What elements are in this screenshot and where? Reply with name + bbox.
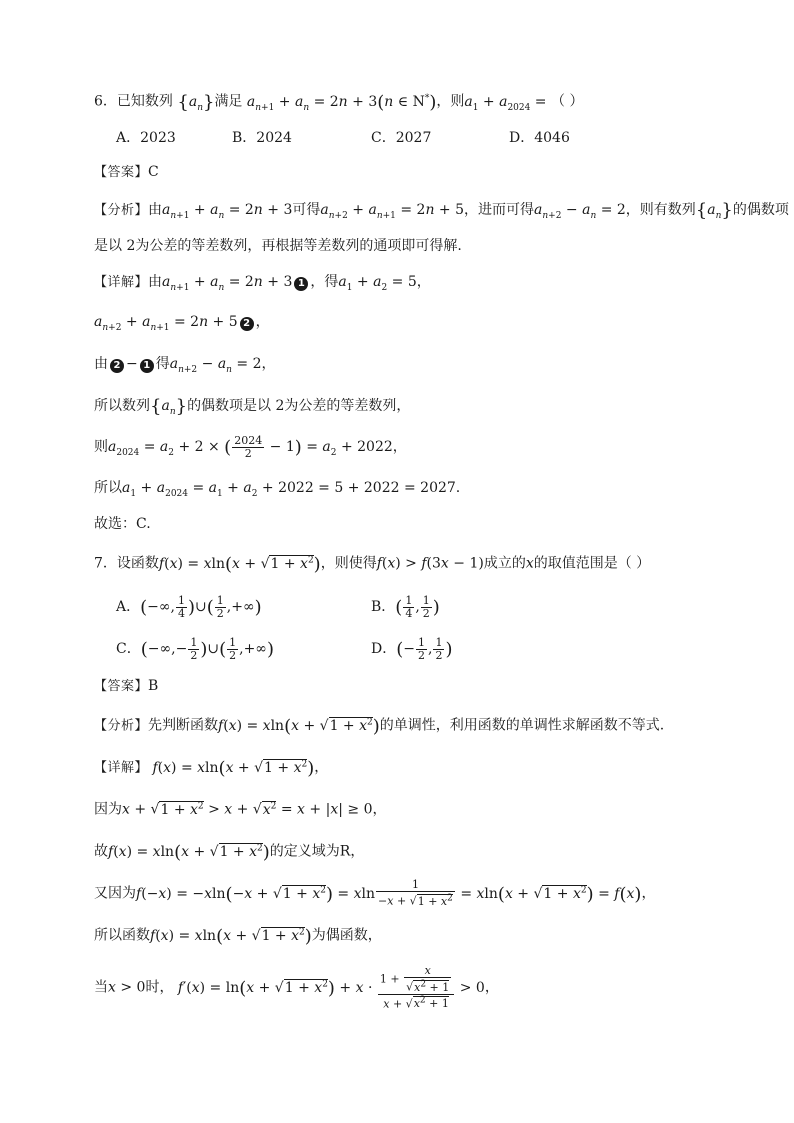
answer-value: C xyxy=(148,164,159,180)
text: 故选：C. xyxy=(94,516,151,532)
text: ，则有数列 xyxy=(625,202,696,218)
detail-tag: 【详解】 xyxy=(94,760,149,776)
text: 所以数列 xyxy=(94,398,150,414)
text: 由 xyxy=(148,202,163,218)
circled-one-icon: 1 xyxy=(294,277,308,291)
q7-detail-line-1 xyxy=(94,754,328,779)
math: $a_1 + a_{2024} = a_1 + a_2 + 2022 = 5 + 2022 = 2027$ xyxy=(122,480,456,499)
q6-option-a xyxy=(116,128,176,148)
text: 的单调性，利用函数的单调性求解函数不等式. xyxy=(379,717,665,734)
text: 故 xyxy=(94,843,108,860)
option-value: 2027 xyxy=(395,130,432,146)
option-label: B． xyxy=(232,130,257,146)
fraction: $\frac{x}{√x^2 + 1}$ xyxy=(406,964,450,994)
text: 的偶数项 xyxy=(732,202,789,218)
math: $a_{n+1} + a_n = 2n + 3$ xyxy=(162,274,293,293)
fraction: $\frac{1}{2}$ xyxy=(435,635,443,662)
text: 时， xyxy=(145,979,174,996)
q7-stem xyxy=(94,550,650,575)
q7-analysis xyxy=(94,712,664,737)
text: ， xyxy=(261,356,276,372)
math: $f(-x) = -xln(-x + √1 + x^2) = xln$ $\frac{1}{-x + √1 + x^2}$ = $xln(x + √1 + x^2) = f(x)$ xyxy=(136,878,642,908)
math: x > 0 xyxy=(108,979,146,996)
math: $a_1 + a_2 = 5$ xyxy=(338,274,417,293)
q6-detail-line-3: 由 2 − 1 得$a_{n+2} - a_n = 2$， xyxy=(94,356,276,375)
q6-stem-text: 已知数列 xyxy=(116,93,173,110)
analysis-tag: 【分析】 xyxy=(94,203,149,218)
option-label: C． xyxy=(116,641,141,657)
q7-detail-line-6 xyxy=(94,962,499,1011)
q6-detail-line-2 xyxy=(94,312,270,338)
text: 可得 xyxy=(292,202,321,218)
option-value: 4046 xyxy=(534,130,570,146)
text: ， xyxy=(484,979,499,996)
fraction: $\frac{1}{2}$ xyxy=(216,593,224,620)
circled-one-icon: 1 xyxy=(140,359,154,373)
text: 是以 2为公差的等差数列，再根据等差数列的通项即可得解. xyxy=(94,238,462,254)
q6-number: 6． xyxy=(94,93,117,110)
fraction: $\frac{1}{4}$ xyxy=(405,593,413,620)
q6-stem-text: ，则 xyxy=(436,93,465,110)
text: 的取值范围是（ ） xyxy=(533,555,651,572)
q7-number: 7． xyxy=(94,555,117,572)
text: ， xyxy=(416,274,431,290)
q7-option-a xyxy=(116,592,262,623)
text: 由 xyxy=(94,356,108,372)
q6-detail-line-4 xyxy=(94,396,410,422)
fraction: $\frac{1}{2}$ xyxy=(229,635,237,662)
answer-tag: 【答案】 xyxy=(94,165,149,180)
math: $a_{n+1} + a_n = 2n + 3$ xyxy=(162,202,293,221)
q6-stem-text: （ ） xyxy=(551,93,584,110)
q6-option-d xyxy=(509,128,570,148)
q6-option-b xyxy=(232,128,292,148)
q7-detail-line-4 xyxy=(94,874,655,911)
text: 当 xyxy=(94,979,108,996)
text: 的定义域为 xyxy=(269,843,340,860)
option-label: D． xyxy=(509,130,535,146)
math: $a_{n+2} + a_{n+1} = 2n + 5$ xyxy=(94,314,238,333)
math: $\{a_n\}$ xyxy=(695,200,733,221)
math: ( $\frac{1}{4}$ , $\frac{1}{2}$ ) xyxy=(395,593,440,620)
text: 所以函数 xyxy=(94,927,150,944)
text: ，得 xyxy=(310,274,339,290)
text: ， xyxy=(314,759,329,776)
math: $a_1 + a_{2024}$ = xyxy=(464,93,551,113)
q6-analysis-line-2 xyxy=(94,236,462,256)
text: 为偶函数， xyxy=(311,927,382,944)
text: 成立的 xyxy=(483,555,526,572)
circled-two-icon: 2 xyxy=(110,359,124,373)
option-value: 2023 xyxy=(140,130,176,146)
detail-tag: 【详解】 xyxy=(94,275,149,290)
option-label: B． xyxy=(371,599,396,615)
q6-conclusion xyxy=(94,514,151,534)
fraction: $\frac{1}{4}$ xyxy=(178,593,185,620)
text: ，进而可得 xyxy=(464,202,535,218)
option-label: A． xyxy=(116,599,141,615)
math: $a_{n+1} + a_n = 2n + 3(n$ ∈ N*) xyxy=(246,91,437,113)
q6-detail-line-5 xyxy=(94,432,407,468)
math: $a_{n+2} - a_n = 2$ xyxy=(534,202,626,221)
q6-option-c xyxy=(371,128,431,148)
q7-option-b xyxy=(371,592,440,623)
analysis-tag: 【分析】 xyxy=(94,718,149,734)
math: $a_{n+2} - a_n = 2$ xyxy=(169,356,262,375)
q6-answer xyxy=(94,162,159,183)
math: $f(x) = xln(x + √1 + x^2)$ xyxy=(150,925,312,947)
fraction: $\frac{1}{2}$ xyxy=(422,593,430,620)
math: $f'(x) = \ln(x + √1 + x^2) + x$ · 1 + $\frac{x}{√x^2 + 1}$ $x + √x^2 + 1$ > 0 xyxy=(177,964,485,1011)
math: $f(x) = xln(x + √1 + x^2)$ xyxy=(152,757,315,779)
math: $f(x) = xln(x + √1 + x^2)$ xyxy=(108,841,270,863)
text: . xyxy=(455,480,461,496)
fraction: $\frac{2024}{2}$ xyxy=(234,433,263,460)
text: 因为 xyxy=(94,801,122,818)
fraction: $\frac{1}{2}$ xyxy=(418,635,425,662)
text: 又因为 xyxy=(94,885,136,902)
math: $x + √1 + x^2 > x + √x^2 = x + |x| \ge 0$ xyxy=(122,801,373,818)
q6-analysis-line-1 xyxy=(94,200,789,226)
option-label: C． xyxy=(371,130,396,146)
q7-detail-line-3 xyxy=(94,838,364,863)
q6-detail-line-1 xyxy=(94,272,431,298)
math: $f(x) = xln(x + √1 + x^2)$ xyxy=(218,715,380,737)
math: (−∞,− $\frac{1}{2}$ )∪( $\frac{1}{2}$ ,+∞) xyxy=(140,635,274,662)
q7-detail-line-2 xyxy=(94,796,386,820)
q7-detail-line-5 xyxy=(94,922,382,947)
text: ， xyxy=(641,885,656,902)
text: ，则使得 xyxy=(320,555,377,572)
fraction: $\frac{1}{2}$ xyxy=(190,635,198,662)
text: R xyxy=(339,843,351,860)
q7-option-d xyxy=(371,634,452,665)
math: (− $\frac{1}{2}$ , $\frac{1}{2}$ ) xyxy=(396,635,453,662)
q6-detail-line-6 xyxy=(94,478,460,504)
text: 设函数 xyxy=(116,555,159,572)
q6-stem xyxy=(94,88,583,117)
answer-tag: 【答案】 xyxy=(94,679,149,694)
math: $\{a_n\}$ xyxy=(150,396,188,417)
fraction: $\frac{1}{-x + √1 + x^2}$ xyxy=(378,878,453,908)
q7-option-c xyxy=(116,634,274,665)
answer-value: B xyxy=(148,678,159,694)
math: $a_{n+2} + a_{n+1} = 2n + 5$ xyxy=(320,202,465,221)
text: 则 xyxy=(94,439,108,455)
q6-stem-text: 满足 xyxy=(214,93,243,110)
math: $\{a_n\}$ xyxy=(177,91,215,113)
option-label: D． xyxy=(371,641,397,657)
text: 的偶数项是以 2为公差的等差数列， xyxy=(187,398,411,414)
text: 先判断函数 xyxy=(148,717,219,734)
text: ， xyxy=(255,314,270,330)
math: $a_{2024} = a_2 + 2$ × ( $\frac{2024}{2}$ − $1) = a_2 + 2022$ xyxy=(108,433,393,460)
math: $f(x) = xln(x + √1 + x^2)$ xyxy=(158,553,321,575)
text: 所以 xyxy=(94,480,122,496)
q7-answer xyxy=(94,676,158,697)
math: f(x) > f(3x − 1) xyxy=(376,555,484,572)
circled-two-icon: 2 xyxy=(240,317,254,331)
text: 得 xyxy=(155,356,170,372)
option-value: 2024 xyxy=(256,130,292,146)
option-label: A． xyxy=(116,130,141,146)
fraction: 1 + $\frac{x}{√x^2 + 1}$ $x + √x^2 + 1$ xyxy=(378,965,454,1010)
text: ， xyxy=(350,843,365,860)
text: ， xyxy=(372,801,387,818)
math: x xyxy=(525,555,534,572)
text: ， xyxy=(392,439,407,455)
text: 由 xyxy=(148,274,163,290)
math: (−∞, $\frac{1}{4}$ )∪( $\frac{1}{2}$ ,+∞) xyxy=(140,593,262,620)
